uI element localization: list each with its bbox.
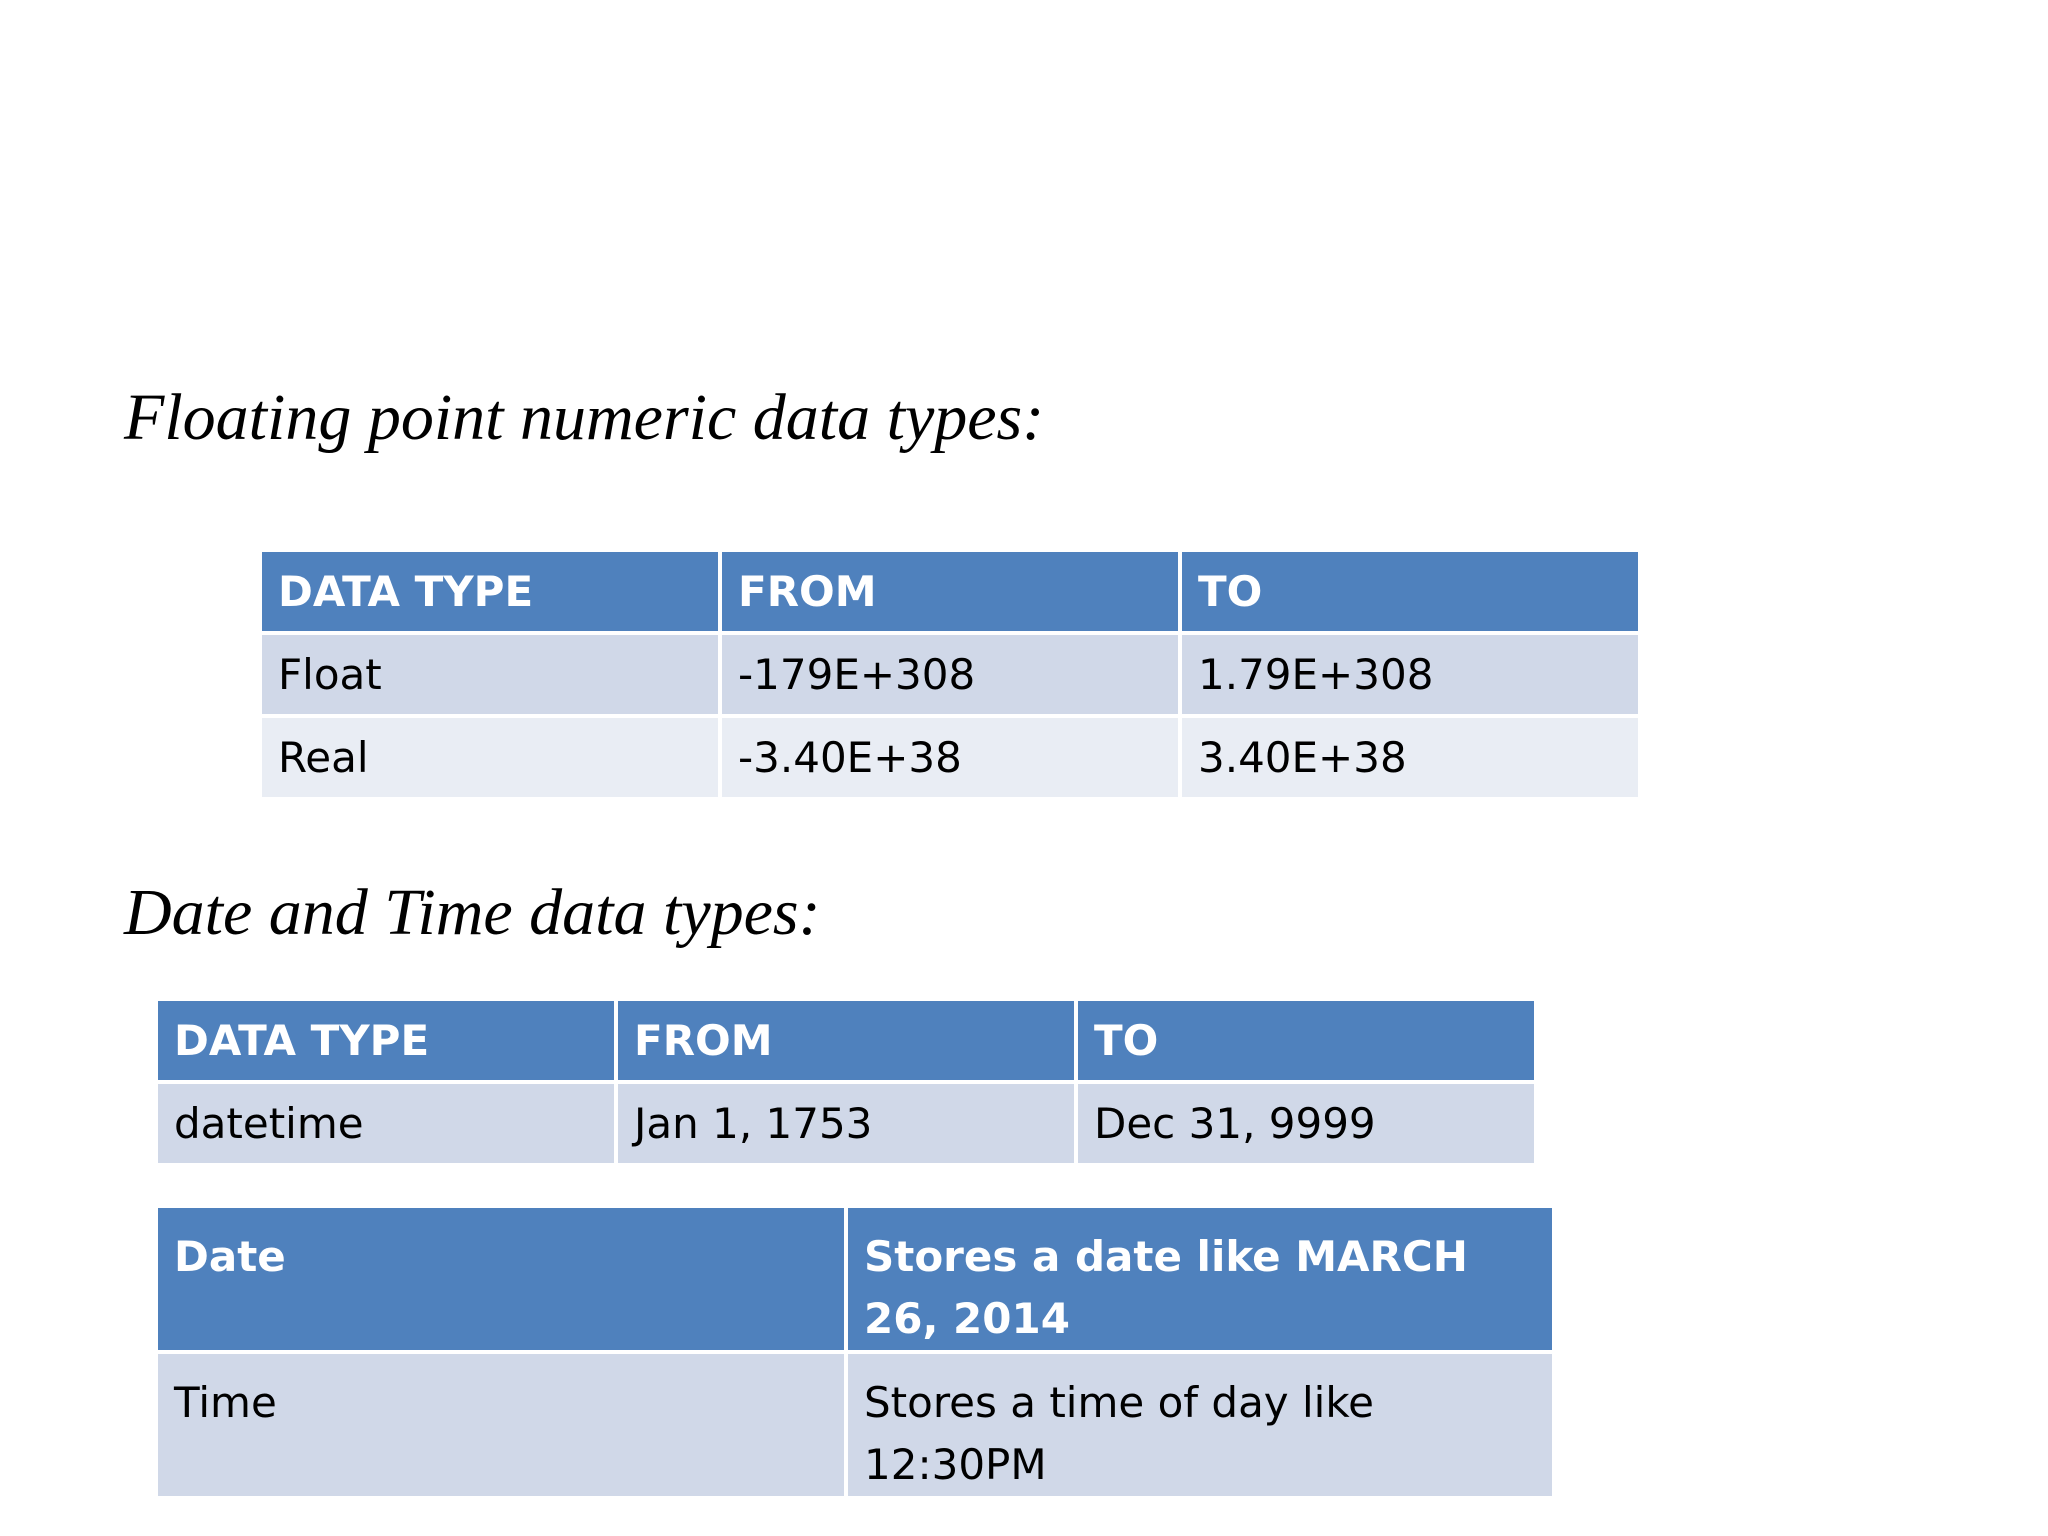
column-header-data-type: DATA TYPE [260, 550, 720, 633]
table-row [260, 716, 1640, 799]
column-header-to: TO [1180, 550, 1640, 633]
table-row [260, 633, 1640, 716]
datetime-range-table [154, 997, 1538, 1167]
cell-type-time: Time [156, 1352, 846, 1498]
table-row [156, 1082, 1536, 1165]
column-header-from: FROM [616, 999, 1076, 1082]
cell-type-date: Date [156, 1206, 846, 1352]
cell-description-date: Stores a date like MARCH 26, 2014 [846, 1206, 1554, 1352]
cell-to: Dec 31, 9999 [1076, 1082, 1536, 1165]
datetime-types-heading: Date and Time data types: [124, 876, 821, 949]
float-types-heading: Floating point numeric data types: [124, 381, 1045, 454]
float-types-table [258, 548, 1642, 801]
cell-to: 3.40E+38 [1180, 716, 1640, 799]
cell-to: 1.79E+308 [1180, 633, 1640, 716]
table-row [156, 1352, 1554, 1498]
cell-data-type: datetime [156, 1082, 616, 1165]
column-header-to: TO [1076, 999, 1536, 1082]
cell-description-time: Stores a time of day like 12:30PM [846, 1352, 1554, 1498]
table-header-row [260, 550, 1640, 633]
column-header-from: FROM [720, 550, 1180, 633]
cell-data-type: Float [260, 633, 720, 716]
cell-from: Jan 1, 1753 [616, 1082, 1076, 1165]
cell-data-type: Real [260, 716, 720, 799]
table-header-row [156, 1206, 1554, 1352]
table-header-row [156, 999, 1536, 1082]
cell-from: -3.40E+38 [720, 716, 1180, 799]
cell-from: -179E+308 [720, 633, 1180, 716]
column-header-data-type: DATA TYPE [156, 999, 616, 1082]
date-time-description-table [154, 1204, 1556, 1500]
